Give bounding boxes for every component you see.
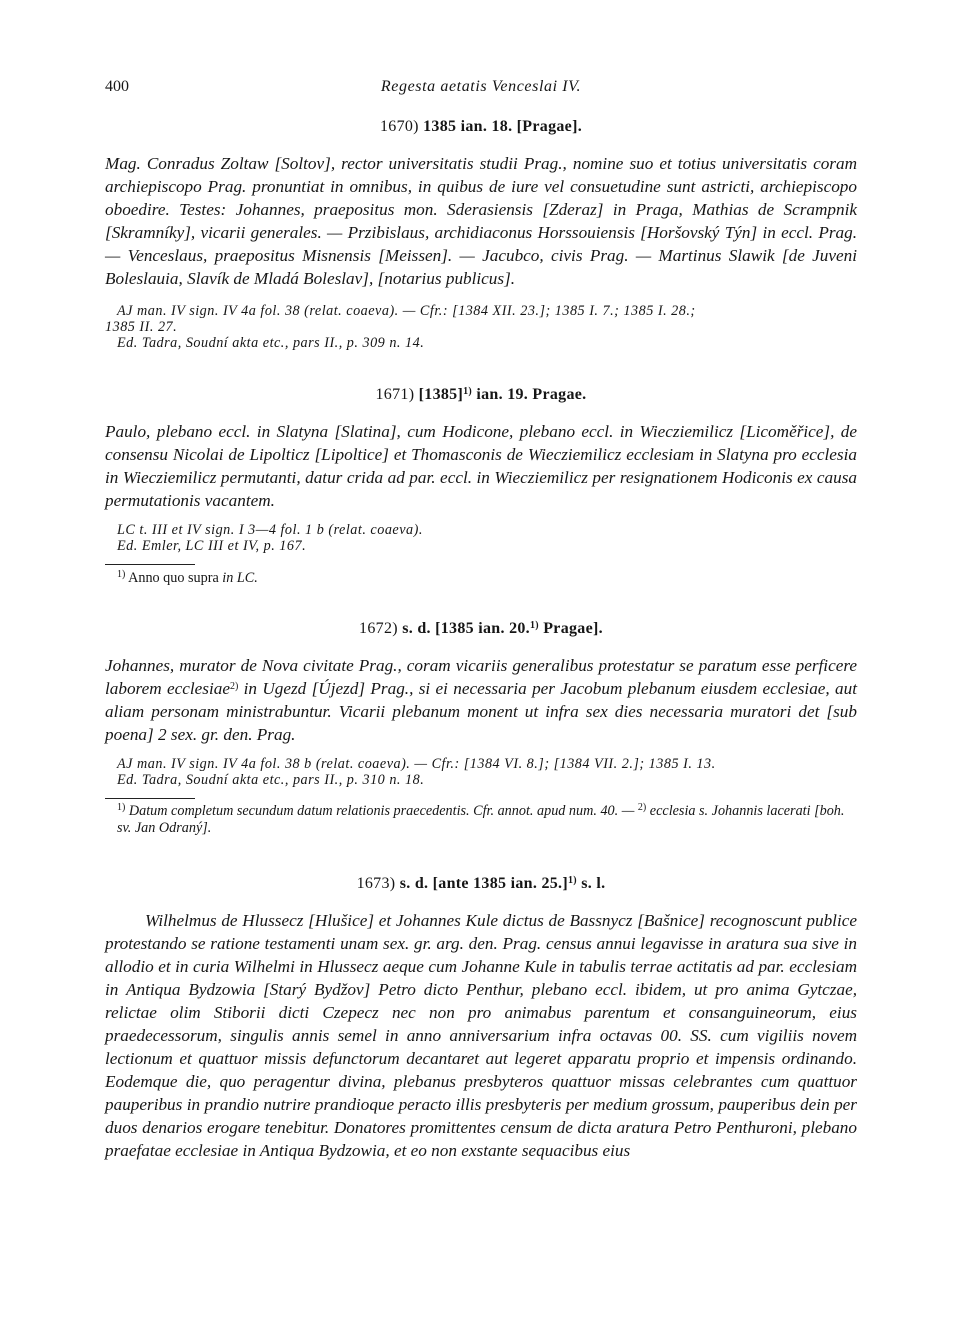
footnote-ref: 2) — [229, 681, 239, 692]
footnote-ref: 1) — [567, 875, 577, 886]
entry-1673-heading — [105, 875, 857, 893]
footnote-mark: 1) — [117, 569, 126, 580]
entry-1672-text — [105, 654, 857, 746]
source-line: AJ man. IV sign. IV 4a fol. 38 b (relat. coaeva). — Cfr.: [1384 VI. 8.]; [1384 VII. 2.]; 1385 I. 13. — [117, 756, 716, 772]
running-head — [105, 78, 857, 100]
source-line: LC t. III et IV sign. I 3—4 fol. 1 b (relat. coaeva). — [117, 522, 423, 538]
entry-1672-sources — [105, 756, 857, 788]
entry-date: s. d. [ante 1385 ian. 25.] — [399, 875, 568, 892]
footnote-text-italic: in LC. — [222, 570, 258, 586]
document-page — [105, 78, 857, 1162]
entry-1673-text: Wilhelmus de Hlussecz [Hlušice] et Johannes Kule dictus de Bassnycz [Bašnice] recognoscunt publice protestando se ratione testamenti unam sex. gr. arg. den. Prag. census annui legavisse in aratura sua sive in allodio et in curia Wilhelmi in Hlussecz aeque cum Johanne Kule in tabulis terrae actitatis ad par. ecclesiam in Antiqua Bydzowia [Starý Bydžov] Petro dicto Penthur, plebano eccl. ibidem, ut pro anima Gytczae, relictae olim Stiborii dicti Czepecz nec non pro animabus parentum et consanguineorum, eius praedecessorum, singulis annis semel in anno anniversarium infra octavas 00. SS. cum vigiliis novem lectionum et quattuor missis defunctorum decantaret aut legeret apparatu proprio et impensis ordinando. Eodemque die, quo peragentur divina, plebanus presbyteros quattuor missas celebrantes cum quattuor pauperibus in prandio nutrire prandioque peracto illis presbyteris per medium grossum, pauperibus dein per duos denarios erogare tenebitur. Donatores promittentes censum de dicta aratura Petro Penthuroni, plebano praefatae ecclesiae in Antiqua Bydzowia, et eo non exstante sequacibus eius — [105, 911, 857, 1160]
footnote-mark: 1) — [117, 802, 126, 813]
edition-line: Ed. Tadra, Soudní akta etc., pars II., p. 309 n. 14. — [117, 335, 425, 351]
footnote-text: Datum completum secundum datum relationis praecedentis. Cfr. annot. apud num. 40. — — [128, 803, 635, 819]
entry-date-place: 1385 ian. 18. [Pragae]. — [423, 118, 583, 135]
entry-1672-heading — [105, 620, 857, 638]
footnote-ref: 1) — [463, 386, 473, 397]
entry-1671-sources — [105, 522, 857, 554]
entry-number: 1670) — [379, 118, 419, 135]
entry-1670-text: Mag. Conradus Zoltaw [Soltov], rector universitatis studii Prag., nomine suo et totius universitatis coram archiepiscopo Prag. pronuntiat in omnibus, in quibus de iure vel consuetudine sunt astricti, archiepiscopo oboedire. Testes: Johannes, praepositus mon. Sderasiensis [Zderaz] in Praga, Mathias de Scrampnik [Skramníky], vicarii generales. — Przibislaus, archidiaconus Horssouiensis [Horšovský Týn] in eccl. Prag. — Venceslaus, praepositus Misnensis [Meissen]. — Jacubco, civis Prag. — Martinus Slawik [de Juveni Boleslauia, Slavík de Mladá Boleslav], [notarius publicus]. — [105, 154, 857, 288]
entry-text-part: in Ugezd [Újezd] Prag., si ei necessaria per Jacobum plebanum eiusdem ecclesiae, aut aliam personam ministrabuntur. Vicarii plebanum monent ut infra sex dies necessaria muratori det [sub poena] 2 sex. gr. den. Prag. — [105, 679, 858, 744]
entry-1670-sources — [105, 303, 857, 351]
entry-number: 1673) — [356, 875, 396, 892]
edition-line: Ed. Tadra, Soudní akta etc., pars II., p. 310 n. 18. — [117, 772, 425, 788]
footnote-rule — [105, 798, 195, 799]
entry-1671-footnote — [105, 570, 857, 587]
entry-date: [1385] — [418, 386, 464, 403]
entry-date-place: ian. 19. Pragae. — [476, 386, 587, 403]
entry-1670-heading — [105, 118, 857, 136]
entry-date: s. d. [1385 ian. 20. — [402, 620, 530, 637]
entry-text-part: Johannes, murator de Nova civitate Prag., coram vicariis generalibus protestatur se paratum esse perficere laborem ecclesiae — [105, 656, 857, 698]
running-title: Regesta aetatis Venceslai IV. — [380, 78, 582, 95]
footnote-rule — [105, 564, 195, 565]
footnote-text: Anno quo supra — [128, 570, 219, 586]
entry-1671-text: Paulo, plebano eccl. in Slatyna [Slatina], cum Hodicone, plebano eccl. in Wiecziemilicz [Licoměřice], de consensu Nicolai de Lipolticz [Lipoltice] et Thomasconis de Wiecziemilicz ecclesiam in Slatyna pro ecclesia in Wiecziemilicz permutanti, datur crida ad par. eccl. in Wiecziemilicz per resignationem Hodiconis ex causa permutationis vacantem. — [105, 422, 857, 510]
entry-place: Pragae]. — [543, 620, 603, 637]
footnote-ref: 1) — [529, 620, 539, 631]
entry-1672-footnotes — [105, 803, 857, 837]
footnote-text: ecclesia s. Johannis lacerati [boh. sv. Jan Odraný]. — [117, 803, 845, 836]
footnote-mark: 2) — [637, 802, 647, 813]
edition-line: Ed. Emler, LC III et IV, p. 167. — [117, 538, 307, 554]
source-line-continued: 1385 II. 27. — [105, 319, 178, 335]
entry-number: 1671) — [375, 386, 415, 403]
entry-1671-heading — [105, 386, 857, 404]
entry-number: 1672) — [359, 620, 398, 637]
source-line: AJ man. IV sign. IV 4a fol. 38 (relat. coaeva). — Cfr.: [1384 XII. 23.]; 1385 I. 7.; 1385 I. 28.; — [117, 303, 696, 319]
entry-place: s. l. — [581, 875, 606, 892]
page-number: 400 — [105, 78, 129, 95]
